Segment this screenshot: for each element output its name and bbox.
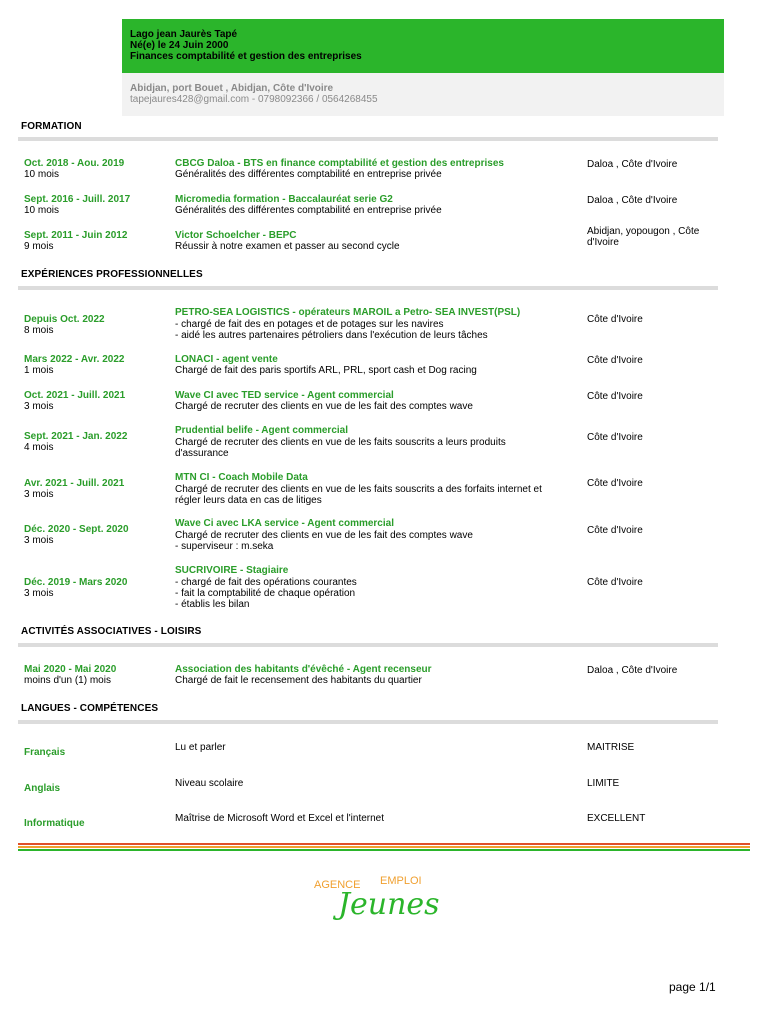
entry-duration: 10 mois (24, 205, 60, 216)
entry-location: Abidjan, yopougon , Côte d'Ivoire (587, 226, 700, 248)
section-title-experiences: EXPÉRIENCES PROFESSIONNELLES (21, 269, 203, 280)
section-divider (18, 137, 718, 141)
logo-word-emploi: EMPLOI (380, 875, 422, 887)
entry-description: Chargé de fait des paris sportifs ARL, PRL, sport cash et Dog racing (175, 365, 477, 376)
entry-description: Chargé de fait le recensement des habitants du quartier (175, 675, 422, 686)
skill-level: MAITRISE (587, 742, 635, 753)
candidate-name: Lago jean Jaurès Tapé (130, 29, 238, 40)
skill-name: Français (24, 747, 66, 758)
entry-location: Côte d'Ivoire (587, 577, 643, 588)
agence-emploi-jeunes-logo (310, 870, 460, 920)
entry-duration: 8 mois (24, 325, 54, 336)
entry-title: Prudential belife - Agent commercial (175, 425, 349, 436)
entry-date: Mars 2022 - Avr. 2022 (24, 354, 125, 365)
birth-date: Né(e) le 24 Juin 2000 (130, 40, 229, 51)
entry-date: Déc. 2020 - Sept. 2020 (24, 524, 129, 535)
entry-title: LONACI - agent vente (175, 354, 278, 365)
entry-description: Généralités des différentes comptabilité en entreprise privée (175, 205, 442, 216)
entry-location: Côte d'Ivoire (587, 391, 643, 402)
skill-name: Informatique (24, 818, 85, 829)
entry-title: PETRO-SEA LOGISTICS - opérateurs MAROIL a Petro- SEA INVEST(PSL) (175, 307, 521, 318)
entry-location: Daloa , Côte d'Ivoire (587, 665, 678, 676)
entry-description: Chargé de recruter des clients en vue de les fait des comptes wave - superviseur : m.seka (175, 530, 473, 552)
entry-location: Côte d'Ivoire (587, 478, 643, 489)
entry-location: Daloa , Côte d'Ivoire (587, 159, 678, 170)
entry-date: Déc. 2019 - Mars 2020 (24, 577, 128, 588)
entry-duration: moins d'un (1) mois (24, 675, 111, 686)
entry-title: SUCRIVOIRE - Stagiaire (175, 565, 289, 576)
section-title-activities: ACTIVITÉS ASSOCIATIVES - LOISIRS (21, 626, 202, 637)
entry-location: Côte d'Ivoire (587, 355, 643, 366)
header-banner (122, 19, 724, 73)
entry-title: CBCG Daloa - BTS en finance comptabilité et gestion des entreprises (175, 158, 504, 169)
skill-name: Anglais (24, 783, 61, 794)
entry-description: Chargé de recruter des clients en vue de les faits souscrits a leurs produits d'assurance (175, 437, 506, 459)
logo-graphic (310, 870, 460, 920)
entry-date: Avr. 2021 - Juill. 2021 (24, 478, 125, 489)
entry-title: MTN CI - Coach Mobile Data (175, 472, 308, 483)
entry-duration: 3 mois (24, 401, 54, 412)
entry-location: Daloa , Côte d'Ivoire (587, 195, 678, 206)
logo-word-agence: AGENCE (314, 879, 361, 891)
page-number: page 1/1 (669, 980, 716, 994)
entry-duration: 10 mois (24, 169, 60, 180)
footer-stripe-red (18, 843, 750, 845)
skill-description: Lu et parler (175, 742, 226, 753)
entry-date: Depuis Oct. 2022 (24, 314, 105, 325)
entry-duration: 3 mois (24, 588, 54, 599)
entry-location: Côte d'Ivoire (587, 525, 643, 536)
entry-location: Côte d'Ivoire (587, 314, 643, 325)
entry-duration: 3 mois (24, 535, 54, 546)
entry-description: Généralités des différentes comptabilité en entreprise privée (175, 169, 442, 180)
entry-description: Réussir à notre examen et passer au second cycle (175, 241, 400, 252)
entry-title: Micromedia formation - Baccalauréat serie G2 (175, 194, 393, 205)
entry-description: Chargé de recruter des clients en vue de les faits souscrits a des forfaits internet et régler leurs data en cas de litiges (175, 484, 542, 506)
skill-level: LIMITE (587, 778, 620, 789)
section-title-languages: LANGUES - COMPÉTENCES (21, 703, 159, 714)
skill-description: Maîtrise de Microsoft Word et Excel et l'internet (175, 813, 385, 824)
contact-block (122, 73, 724, 116)
entry-title: Victor Schoelcher - BEPC (175, 230, 297, 241)
section-divider (18, 643, 718, 647)
entry-title: Wave CI avec TED service - Agent commercial (175, 390, 394, 401)
section-divider (18, 720, 718, 724)
entry-date: Sept. 2021 - Jan. 2022 (24, 431, 128, 442)
entry-date: Oct. 2018 - Aou. 2019 (24, 158, 125, 169)
skill-description: Niveau scolaire (175, 778, 244, 789)
entry-description: Chargé de recruter des clients en vue de les fait des comptes wave (175, 401, 473, 412)
entry-duration: 3 mois (24, 489, 54, 500)
entry-duration: 9 mois (24, 241, 54, 252)
address: Abidjan, port Bouet , Abidjan, Côte d'Ivoire (130, 83, 334, 94)
field-of-study: Finances comptabilité et gestion des entreprises (130, 51, 362, 62)
section-title-formation: FORMATION (21, 121, 82, 132)
skill-level: EXCELLENT (587, 813, 646, 824)
entry-location: Côte d'Ivoire (587, 432, 643, 443)
logo-word-jeunes: Jeunes (338, 887, 440, 920)
entry-title: Association des habitants d'évêché - Agent recenseur (175, 664, 432, 675)
section-divider (18, 286, 718, 290)
contact-info: tapejaures428@gmail.com - 0798092366 / 0564268455 (130, 94, 378, 105)
entry-date: Sept. 2016 - Juill. 2017 (24, 194, 131, 205)
entry-description: - chargé de fait des en potages et de potages sur les navires - aidé les autres partenaires pétroliers dans l'exécution de leurs tâches (175, 319, 488, 341)
footer-stripe-orange (18, 846, 750, 848)
footer-stripe-green (18, 849, 750, 851)
entry-date: Oct. 2021 - Juill. 2021 (24, 390, 126, 401)
entry-duration: 1 mois (24, 365, 54, 376)
entry-date: Sept. 2011 - Juin 2012 (24, 230, 128, 241)
entry-description: - chargé de fait des opérations courantes - fait la comptabilité de chaque opération - établis les bilan (175, 577, 357, 610)
entry-date: Mai 2020 - Mai 2020 (24, 664, 117, 675)
entry-title: Wave Ci avec LKA service - Agent commercial (175, 518, 394, 529)
entry-duration: 4 mois (24, 442, 54, 453)
